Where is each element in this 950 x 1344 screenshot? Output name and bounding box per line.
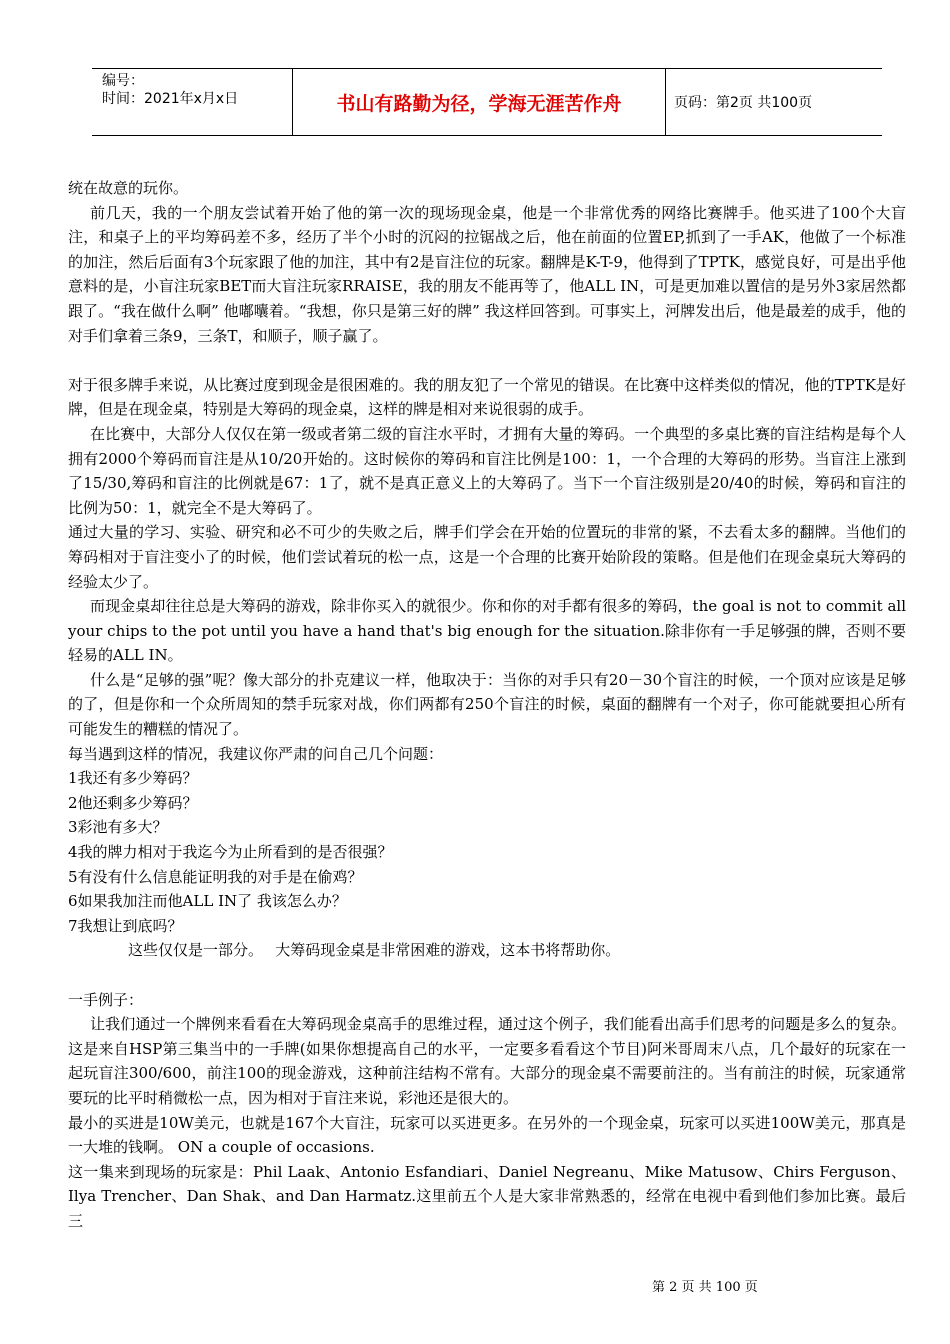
question-item: 1我还有多少筹码？ bbox=[68, 769, 198, 788]
question-item: 7我想让到底吗？ bbox=[68, 916, 183, 935]
paragraph: 而现金桌却往往总是大筹码的游戏，除非你买入的就很少。你和你的对手都有很多的筹码，the goal is not to commit all your chips to the pot until you have a hand that's big enough for the situation.除非你有一手足够强的牌，否则不要轻易的ALL IN。 bbox=[68, 597, 906, 665]
paragraph: 这些仅仅是一部分。 大筹码现金桌是非常困难的游戏，这本书将帮助你。 bbox=[128, 941, 621, 960]
document-body bbox=[68, 176, 906, 1234]
paragraph: 这一集来到现场的玩家是：Phil Laak、Antonio Esfandiari、Daniel Negreanu、Mike Matusow、Chirs Ferguson、Ilya Trencher、Dan Shak、and Dan Harmatz.这里前五个人是大家非常熟悉的，经常在电视中看到他们参加比赛。最后三 bbox=[68, 1162, 906, 1230]
header-meta bbox=[92, 69, 292, 135]
time-label: 时间：2021年x月x日 bbox=[102, 91, 239, 107]
paragraph: 每当遇到这样的情况，我建议你严肃的问自己几个问题： bbox=[68, 744, 444, 763]
paragraph: 通过大量的学习、实验、研究和必不可少的失败之后，牌手们学会在开始的位置玩的非常的紧，不去看太多的翻牌。当他们的筹码相对于盲注变小了的时候，他们尝试着玩的松一点，这是一个合理的比赛开始阶段的策略。但是他们在现金桌玩大筹码的经验太少了。 bbox=[68, 523, 906, 591]
paragraph: 让我们通过一个牌例来看看在大筹码现金桌高手的思维过程，通过这个例子，我们能看出高手们思考的问题是多么的复杂。这是来自HSP第三集当中的一手牌(如果你想提高自己的水平，一定要多看看这个节目)阿米哥周末八点，几个最好的玩家在一起玩盲注300/600，前注100的现金游戏，这种前注结构不常有。大部分的现金桌不需要前注的。当有前注的时候，玩家通常要玩的比平时稍微松一点，因为相对于盲注来说，彩池还是很大的。 bbox=[68, 1015, 906, 1107]
paragraph: 统在故意的玩你。 bbox=[68, 179, 189, 197]
question-item: 3彩池有多大？ bbox=[68, 818, 168, 837]
question-item: 5有没有什么信息能证明我的对手是在偷鸡？ bbox=[68, 867, 363, 886]
paragraph: 对于很多牌手来说，从比赛过度到现金是很困难的。我的朋友犯了一个常见的错误。在比赛中这样类似的情况，他的TPTK是好牌，但是在现金桌，特别是大筹码的现金桌，这样的牌是相对来说很弱的成手。 bbox=[68, 375, 906, 419]
paragraph: 前几天，我的一个朋友尝试着开始了他的第一次的现场现金桌，他是一个非常优秀的网络比赛牌手。他买进了100个大盲注，和桌子上的平均筹码差不多，经历了半个小时的沉闷的拉锯战之后，他在前面的位置EP,抓到了一手AK，他做了一个标准的加注，然后后面有3个玩家跟了他的加注，其中有2是盲注位的玩家。翻牌是K-T-9，他得到了TPTK，感觉良好，可是出乎他意料的是，小盲注玩家BET而大盲注玩家RRAISE，我的朋友不能再等了，他ALL IN，可是更加难以置信的是另外3家居然都跟了。“我在做什么啊” 他嘟囔着。“我想，你只是第三好的牌” 我这样回答到。可事实上，河牌发出后，他是最差的成手，他的对手们拿着三条9，三条T，和顺子，顺子赢了。 bbox=[68, 203, 906, 345]
paragraph: 在比赛中，大部分人仅仅在第一级或者第二级的盲注水平时，才拥有大量的筹码。一个典型的多桌比赛的盲注结构是每个人拥有2000个筹码而盲注是从10/20开始的。这时候你的筹码和盲注比例是100：1，一个合理的大筹码的形势。当盲注上涨到了15/30,筹码和盲注的比例就是67：1了，就不是真正意义上的大筹码了。当下一个盲注级别是20/40的时候，筹码和盲注的比例为50：1，就完全不是大筹码了。 bbox=[68, 424, 906, 517]
page-label: 页码：第2页 共100页 bbox=[674, 95, 813, 111]
number-label: 编号： bbox=[102, 73, 144, 89]
paragraph: 什么是“足够的强”呢？像大部分的扑克建议一样，他取决于：当你的对手只有20－30个盲注的时候，一个顶对应该是足够的了，但是你和一个众所周知的禁手玩家对战，你们两都有250个盲注的时候，桌面的翻牌有一个对子，你可能就要担心所有可能发生的糟糕的情况了。 bbox=[68, 670, 906, 739]
section-heading: 一手例子： bbox=[68, 990, 144, 1009]
question-item: 6如果我加注而他ALL IN了 我该怎么办？ bbox=[68, 892, 347, 911]
motto: 书山有路勤为径，学海无涯苦作舟 bbox=[292, 69, 666, 135]
page-header bbox=[92, 68, 882, 136]
question-item: 2他还剩多少筹码？ bbox=[68, 793, 198, 812]
spacer bbox=[68, 963, 906, 988]
page-footer: 第 2 页 共 100 页 bbox=[652, 1280, 758, 1295]
question-item: 4我的牌力相对于我迄今为止所看到的是否很强？ bbox=[68, 843, 393, 862]
spacer bbox=[68, 348, 906, 373]
paragraph: 最小的买进是10W美元，也就是167个大盲注，玩家可以买进更多。在另外的一个现金桌，玩家可以买进100W美元，那真是一大堆的钱啊。 ON a couple of occasions. bbox=[68, 1113, 906, 1157]
